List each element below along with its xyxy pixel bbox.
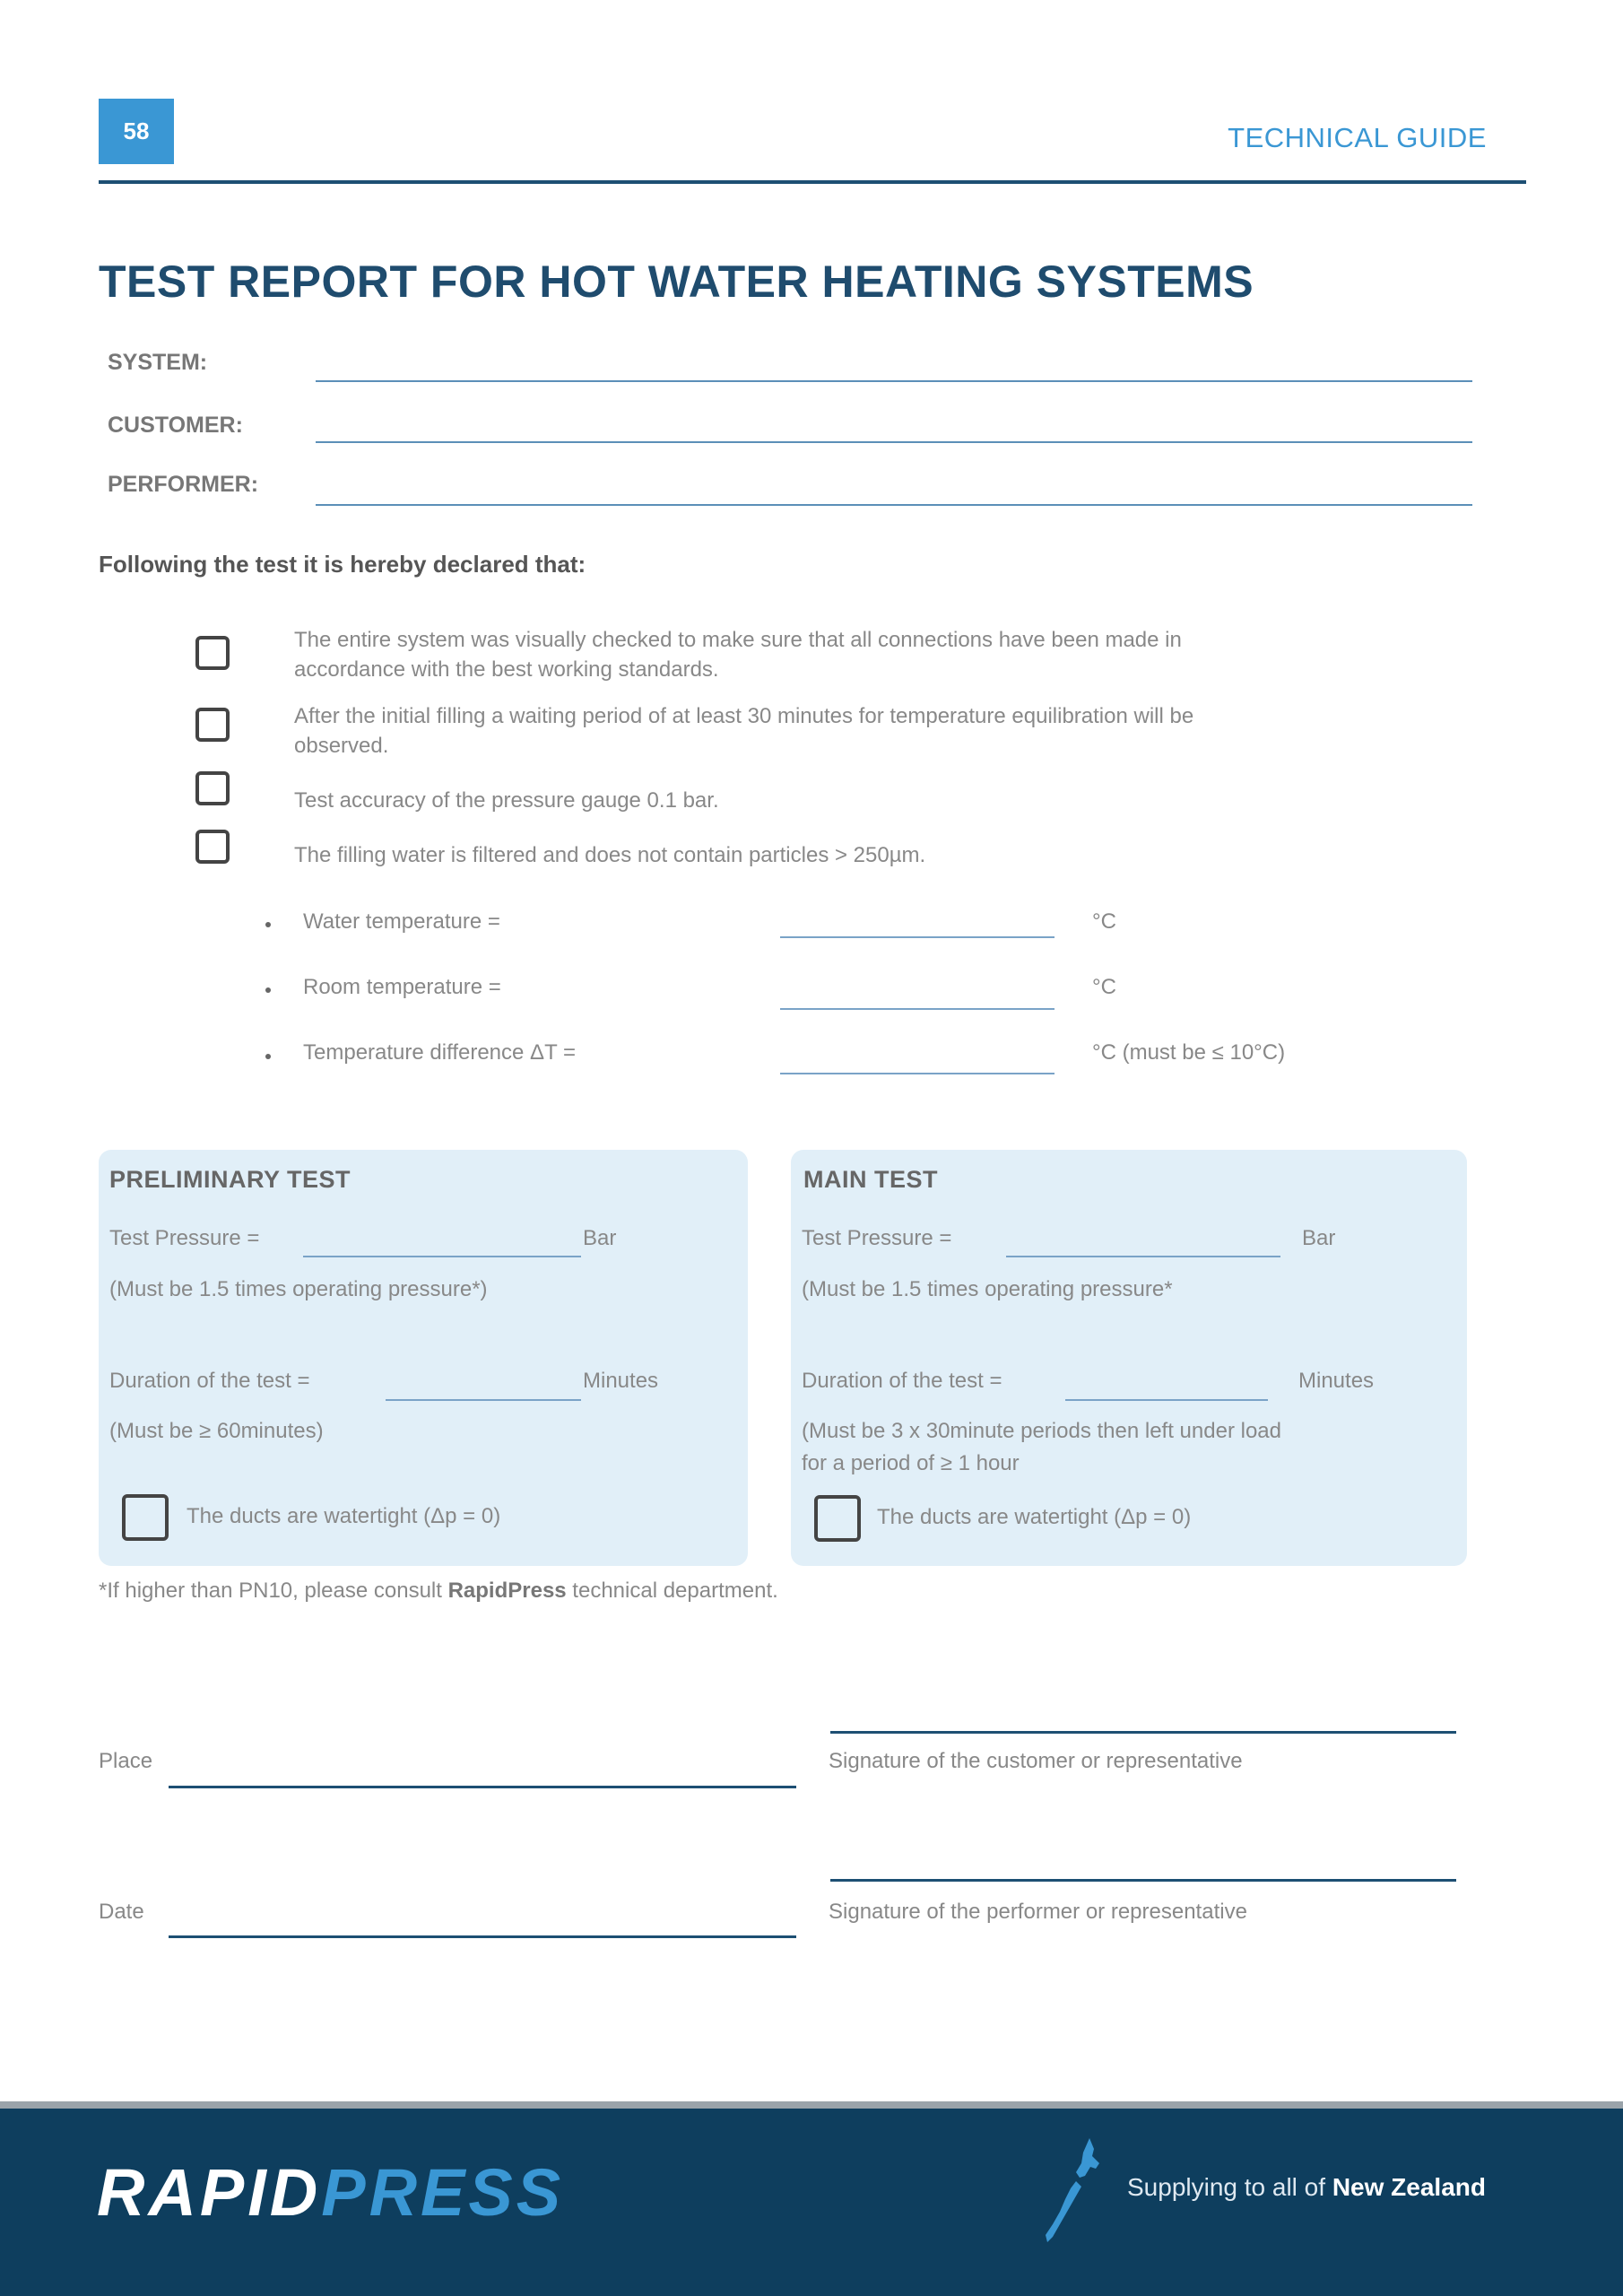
footnote: [99, 1578, 778, 1604]
logo-part-2: PRESS: [321, 2155, 565, 2230]
footer-divider: [0, 2101, 1623, 2109]
performer-label: PERFORMER:: [108, 472, 259, 497]
main-watertight-label: The ducts are watertight (Δp = 0): [877, 1505, 1192, 1529]
temp-diff-label: Temperature difference ΔT =: [303, 1040, 576, 1065]
preliminary-pressure-unit: Bar: [583, 1226, 617, 1250]
preliminary-watertight-label: The ducts are watertight (Δp = 0): [187, 1504, 501, 1528]
preliminary-watertight-checkbox[interactable]: [122, 1494, 169, 1541]
water-temp-input-line[interactable]: [780, 936, 1055, 938]
checklist-item-2-line2: observed.: [294, 734, 389, 758]
main-duration-unit: Minutes: [1298, 1369, 1375, 1393]
preliminary-duration-unit: Minutes: [583, 1369, 659, 1393]
temp-diff-input-line[interactable]: [780, 1073, 1055, 1074]
main-pressure-note: (Must be 1.5 times operating pressure*: [802, 1277, 1173, 1301]
place-input-line[interactable]: [169, 1786, 796, 1788]
bullet: [265, 1054, 271, 1059]
place-label: Place: [99, 1749, 153, 1773]
customer-label: CUSTOMER:: [108, 413, 243, 438]
footnote-suffix: technical department.: [566, 1578, 778, 1603]
checklist-item-4: The filling water is filtered and does not contain particles > 250µm.: [294, 843, 926, 867]
header-divider: [99, 180, 1526, 184]
tagline-prefix: Supplying to all of: [1127, 2173, 1332, 2201]
preliminary-duration-label: Duration of the test =: [109, 1369, 310, 1393]
checklist-checkbox-4[interactable]: [195, 830, 230, 864]
room-temp-input-line[interactable]: [780, 1008, 1055, 1010]
footer-tagline: [1127, 2173, 1486, 2202]
checklist-checkbox-3[interactable]: [195, 771, 230, 805]
checklist-item-1-line1: The entire system was visually checked to make sure that all connections have been made in: [294, 628, 1182, 652]
declaration-text: Following the test it is hereby declared that:: [99, 551, 586, 578]
water-temp-unit: °C: [1092, 909, 1116, 934]
customer-signature-line[interactable]: [830, 1731, 1456, 1734]
tagline-highlight: New Zealand: [1332, 2173, 1486, 2201]
footnote-prefix: *If higher than PN10, please consult: [99, 1578, 448, 1603]
temp-diff-unit: °C (must be ≤ 10°C): [1092, 1040, 1286, 1065]
checklist-checkbox-1[interactable]: [195, 636, 230, 670]
performer-signature-line[interactable]: [830, 1879, 1456, 1882]
preliminary-duration-input-line[interactable]: [386, 1399, 581, 1401]
main-duration-label: Duration of the test =: [802, 1369, 1002, 1393]
main-duration-input-line[interactable]: [1065, 1399, 1268, 1401]
page-number: 58: [99, 99, 174, 164]
main-duration-note-2: for a period of ≥ 1 hour: [802, 1451, 1020, 1475]
water-temp-label: Water temperature =: [303, 909, 500, 934]
main-pressure-input-line[interactable]: [1006, 1256, 1280, 1257]
performer-input-line[interactable]: [316, 504, 1472, 506]
room-temp-label: Room temperature =: [303, 975, 501, 999]
bullet: [265, 987, 271, 993]
main-pressure-label: Test Pressure =: [802, 1226, 952, 1250]
checklist-item-1-line2: accordance with the best working standards.: [294, 657, 719, 682]
main-test-title: MAIN TEST: [803, 1166, 938, 1193]
checklist-item-3: Test accuracy of the pressure gauge 0.1 bar.: [294, 788, 719, 813]
system-input-line[interactable]: [316, 380, 1472, 382]
section-title: TECHNICAL GUIDE: [1228, 122, 1487, 153]
room-temp-unit: °C: [1092, 975, 1116, 999]
footnote-brand: RapidPress: [447, 1578, 567, 1603]
checklist-item-1: [294, 625, 1182, 684]
main-duration-note-1: (Must be 3 x 30minute periods then left under load: [802, 1419, 1281, 1443]
system-label: SYSTEM:: [108, 350, 208, 375]
rapidpress-logo: [97, 2154, 564, 2231]
main-pressure-unit: Bar: [1302, 1226, 1336, 1250]
checklist-item-2-line1: After the initial filling a waiting period of at least 30 minutes for temperature equilibration will be: [294, 704, 1194, 728]
preliminary-test-title: PRELIMINARY TEST: [109, 1166, 352, 1193]
preliminary-pressure-input-line[interactable]: [303, 1256, 581, 1257]
customer-signature-label: Signature of the customer or representative: [829, 1749, 1243, 1773]
preliminary-pressure-note: (Must be 1.5 times operating pressure*): [109, 1277, 488, 1301]
date-label: Date: [99, 1900, 144, 1924]
preliminary-pressure-label: Test Pressure =: [109, 1226, 260, 1250]
checklist-item-2: [294, 701, 1193, 761]
preliminary-duration-note: (Must be ≥ 60minutes): [109, 1419, 324, 1443]
page-title: TEST REPORT FOR HOT WATER HEATING SYSTEMS: [99, 257, 1254, 307]
main-watertight-checkbox[interactable]: [814, 1495, 861, 1542]
date-input-line[interactable]: [169, 1935, 796, 1938]
bullet: [265, 922, 271, 927]
customer-input-line[interactable]: [316, 441, 1472, 443]
checklist-checkbox-2[interactable]: [195, 708, 230, 742]
performer-signature-label: Signature of the performer or representative: [829, 1900, 1247, 1924]
logo-part-1: RAPID: [97, 2155, 322, 2230]
new-zealand-map-icon: [1040, 2136, 1112, 2244]
